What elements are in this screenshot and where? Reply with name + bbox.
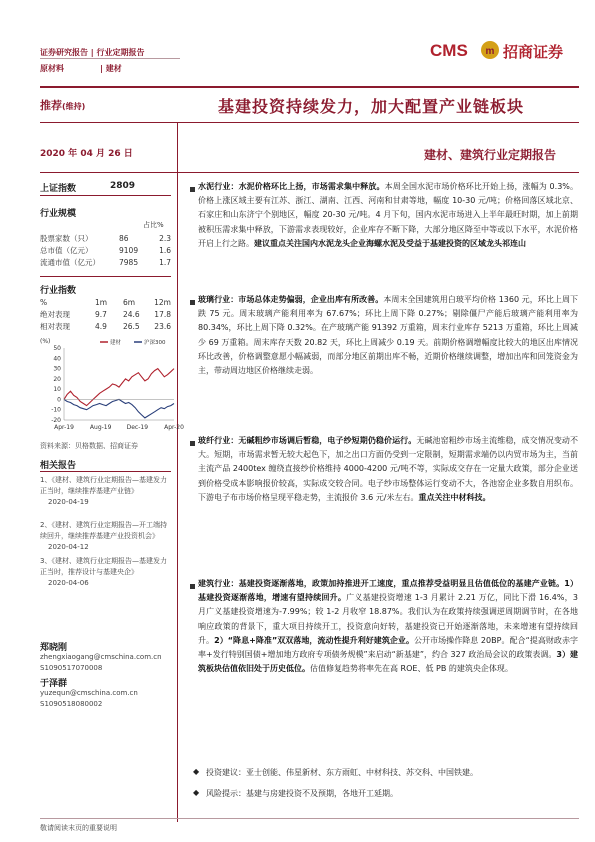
perf-heading: 行业指数 [40, 286, 77, 296]
chart-legend-label: 建材 [110, 340, 122, 346]
chart-xtick-label: Apr-20 [164, 424, 184, 431]
chart-ytick-label: -20 [51, 417, 61, 424]
scale-table [40, 232, 171, 268]
chart-ytick-label: 20 [53, 375, 61, 383]
chart-legend-label: 沪深300 [144, 340, 166, 346]
construction-heading: 建筑行业：基建投资逐渐落地，政策加持推进开工速度，重点推荐受益明显且估值低位的基建产业链。 [198, 579, 565, 588]
analyst-id: S1090517070008 [40, 664, 103, 672]
cement-body: 本周全国水泥市场价格环比开始上扬，涨幅为 0.3%。价格上涨区域主要有江苏、浙江、湖南、江西、河南和甘肃等地，幅度 10-30 元/吨；价格回落区域北京、石家庄和山东济宁个别地区，幅度 20-30 元/吨。4 月下旬，国内水泥市场进入上半年最旺时期，加上前期被积压需求集中释放，下游需求表现较好，企业库存不断下降，大部分地区降至中等或以下水平，水泥价格开启上行之路。 [198, 182, 578, 248]
related-item-date: 2020-04-12 [48, 543, 89, 551]
logo-en: CMS [430, 41, 468, 60]
investment-advice: 投资建议：亚士创能、伟星新材、东方雨虹、中材科技、苏交科、中国铁建。 [206, 768, 478, 777]
table-row: % 1m 6m 12m [40, 297, 171, 307]
cement-heading: 水泥行业：水泥价格环比上扬，市场需求集中释放。 [198, 182, 385, 191]
rating [40, 97, 85, 113]
subtitle-rule [40, 172, 579, 173]
fiberglass-heading: 玻纤行业：无碱粗纱市场调后暂稳，电子纱短期仍稳价运行。 [198, 436, 417, 445]
cement-tail: 建议重点关注国内水泥龙头企业海螺水泥及受益于基建投资的区域龙头祁连山 [254, 238, 526, 248]
glass-body: 本周末全国建筑用白玻平均价格 1360 元，环比上周下跌 75 元。周末玻璃产能利用率为 67.67%；环比上周下降 0.27%；剔除僵尸产能后玻璃产能利用率为 80.34%，环比上周下降 0.32%。在产玻璃产能 91392 万重箱，周末行业库存 5213 万重箱，环比上周减少 69 万重箱。周末库存天数 20.82 天，环比上周减少 0.19 天。前期价格调增幅度比较大的地区出库情况环比改善，价格调整意愿小幅减弱，而部分地区前期出库不畅，近期价格继续调整，增加出库和回笼资金为主，带动周边地区价格继续走弱。 [198, 295, 579, 376]
report-date: 2020 年 04 月 26 日 [40, 149, 133, 159]
perf-table [40, 296, 171, 332]
index-label: 上证指数 [40, 184, 77, 194]
index-value: 2809 [110, 181, 136, 191]
sidebar-rule [40, 471, 171, 472]
analyst-name: 郑晓刚 [40, 643, 68, 653]
bullet-icon [190, 441, 195, 446]
construction-body-3: 估值修复趋势将率先在高 ROE、低 PB 的建筑央企体现。 [310, 664, 513, 674]
bullet-icon [190, 300, 195, 305]
rating-sub: (维持) [62, 102, 86, 111]
construction-body-1: 广义基建投资增速 1-3 月累计 2.21 万亿，同比下滑 16.4%，3 月广义基建投资增速为-7.99%；较 1-2 月收窄 18.87%。我们认为在政策持续强调逆周期调节时，在各地响应政策的背景下，重大项目持续开工，投资意向好转，基建投资已开始逐渐落地，未来增速有望持续回升。 [198, 593, 578, 645]
analyst-email[interactable]: yuzequn@cmschina.com.cn [40, 689, 138, 697]
construction-point-1: 1）基建投资逐渐落地，增速有望持续回升。 [198, 579, 578, 603]
analyst-email[interactable]: zhengxiaogang@cmschina.com.cn [40, 653, 162, 661]
analyst-id: S1090518080002 [40, 700, 103, 708]
bullet-icon [190, 584, 195, 589]
chart-xtick-label: Dec-19 [126, 424, 149, 431]
table-row: 流通市值（亿元） 7985 1.7 [40, 257, 171, 267]
related-item-text: 3、《建材、建筑行业定期报告—基建发力正当时，推荐设计与基建央企》 [40, 557, 167, 576]
logo-cn: 招商证券 [503, 43, 564, 61]
sidebar-rule [40, 276, 171, 277]
table-row: 相对表现 4.9 26.5 23.6 [40, 321, 171, 331]
table-row: 总市值（亿元） 9109 1.6 [40, 245, 171, 255]
fiberglass-tail: 重点关注中材科技。 [418, 492, 491, 502]
related-heading: 相关报告 [40, 461, 77, 471]
chart-ytick-label: 10 [53, 386, 61, 394]
construction-point-2: 2）“降息+降准”双双落地，流动性提升利好建筑企业。 [214, 635, 414, 645]
chart-source: 资料来源：贝格数据、招商证券 [40, 442, 138, 450]
bullet-icon [190, 187, 195, 192]
cement-paragraph [198, 180, 578, 251]
related-item-text: 2、《建材、建筑行业定期报告—开工端持续回升，继续推荐基建产业投资机会》 [40, 521, 167, 540]
chart-xtick-label: Aug-19 [89, 424, 112, 431]
header-rule [40, 86, 579, 88]
related-item-1[interactable] [40, 475, 172, 508]
report-type: 证券研究报告 | 行业定期报告 [40, 48, 145, 57]
scale-heading: 行业规模 [40, 209, 77, 219]
chart-ytick-label: 40 [53, 355, 61, 363]
diamond-bullet-icon: ◆ [193, 788, 200, 797]
header-divider-short [40, 58, 180, 59]
chart-ytick-label: 0 [57, 396, 61, 404]
table-row: 股票家数（只） 86 2.3 [40, 233, 171, 243]
construction-point-3: 3）建筑板块估值依旧处于历史低位。 [198, 650, 578, 674]
glass-paragraph [198, 293, 578, 378]
chart-ytick-label: 50 [53, 345, 61, 352]
rating-label: 推荐 [40, 99, 62, 112]
related-item-date: 2020-04-19 [48, 498, 89, 506]
report-subtitle: 建材、建筑行业定期报告 [424, 148, 557, 162]
footer-rule [40, 818, 579, 819]
report-title: 基建投资持续发力，加大配置产业链板块 [218, 97, 525, 116]
chart-xtick-label: Apr-19 [54, 424, 74, 431]
logo-emblem-icon [480, 40, 500, 60]
table-row: 绝对表现 9.7 24.6 17.8 [40, 309, 171, 319]
sector-sub: | 建材 [100, 64, 122, 73]
glass-heading: 玻璃行业：市场总体走势偏弱，企业出库有所改善。 [198, 295, 384, 304]
sidebar-rule [40, 195, 171, 196]
construction-body-2: 公开市场操作降息 20BP。配合“提高财政赤字率+发行特别国债+增加地方政府专项债务规模”来启动“新基建”，约合 327 政治局会议的政策表调。 [198, 635, 578, 660]
related-item-date: 2020-04-06 [48, 579, 89, 587]
cms-logo [410, 36, 580, 66]
fiberglass-body: 无碱池窑粗纱市场主流维稳，成交情况变动不大。短期，市场需求暂无较大起色下，加之出口方面仍受到一定限制，短期需求端仍以内贸市场为主，当前主流产品 2400tex 缠绕直接纱价格维持 4000-4200 元/吨不等，实际成交存在一定量大政策，部分企业送到价格受成本影响报价较高，实际成交较合同。电子纱市场整体运行变动不大，各池窑企业多数自用织布。下游电子布市场价格呈现平稳走势，主流报价 3.6 元/米左右。 [198, 436, 579, 502]
footer-note[interactable]: 敬请阅读末页的重要说明 [40, 824, 117, 832]
chart-ylabel: (%) [40, 338, 51, 345]
chart-ytick-label: 30 [53, 365, 61, 373]
performance-chart [38, 334, 184, 434]
risk-warning: 风险提示：基建与房建投资不及预期，各地开工延期。 [206, 789, 398, 798]
related-item-text: 1、《建材、建筑行业定期报告—基建发力正当时，继续推荐基建产业链》 [40, 476, 167, 495]
construction-paragraph [198, 577, 578, 676]
diamond-bullet-icon: ◆ [193, 767, 200, 776]
fiberglass-paragraph [198, 434, 578, 505]
title-rule [40, 122, 579, 123]
related-item-3[interactable] [40, 556, 172, 589]
column-divider [177, 122, 178, 822]
sector-main: 原材料 [40, 64, 64, 73]
scale-col-header: 占比% [143, 221, 164, 229]
related-item-2[interactable] [40, 520, 172, 553]
svg-text:m: m [485, 46, 495, 57]
analyst-name: 于泽群 [40, 679, 68, 689]
chart-ytick-label: -10 [51, 406, 61, 414]
